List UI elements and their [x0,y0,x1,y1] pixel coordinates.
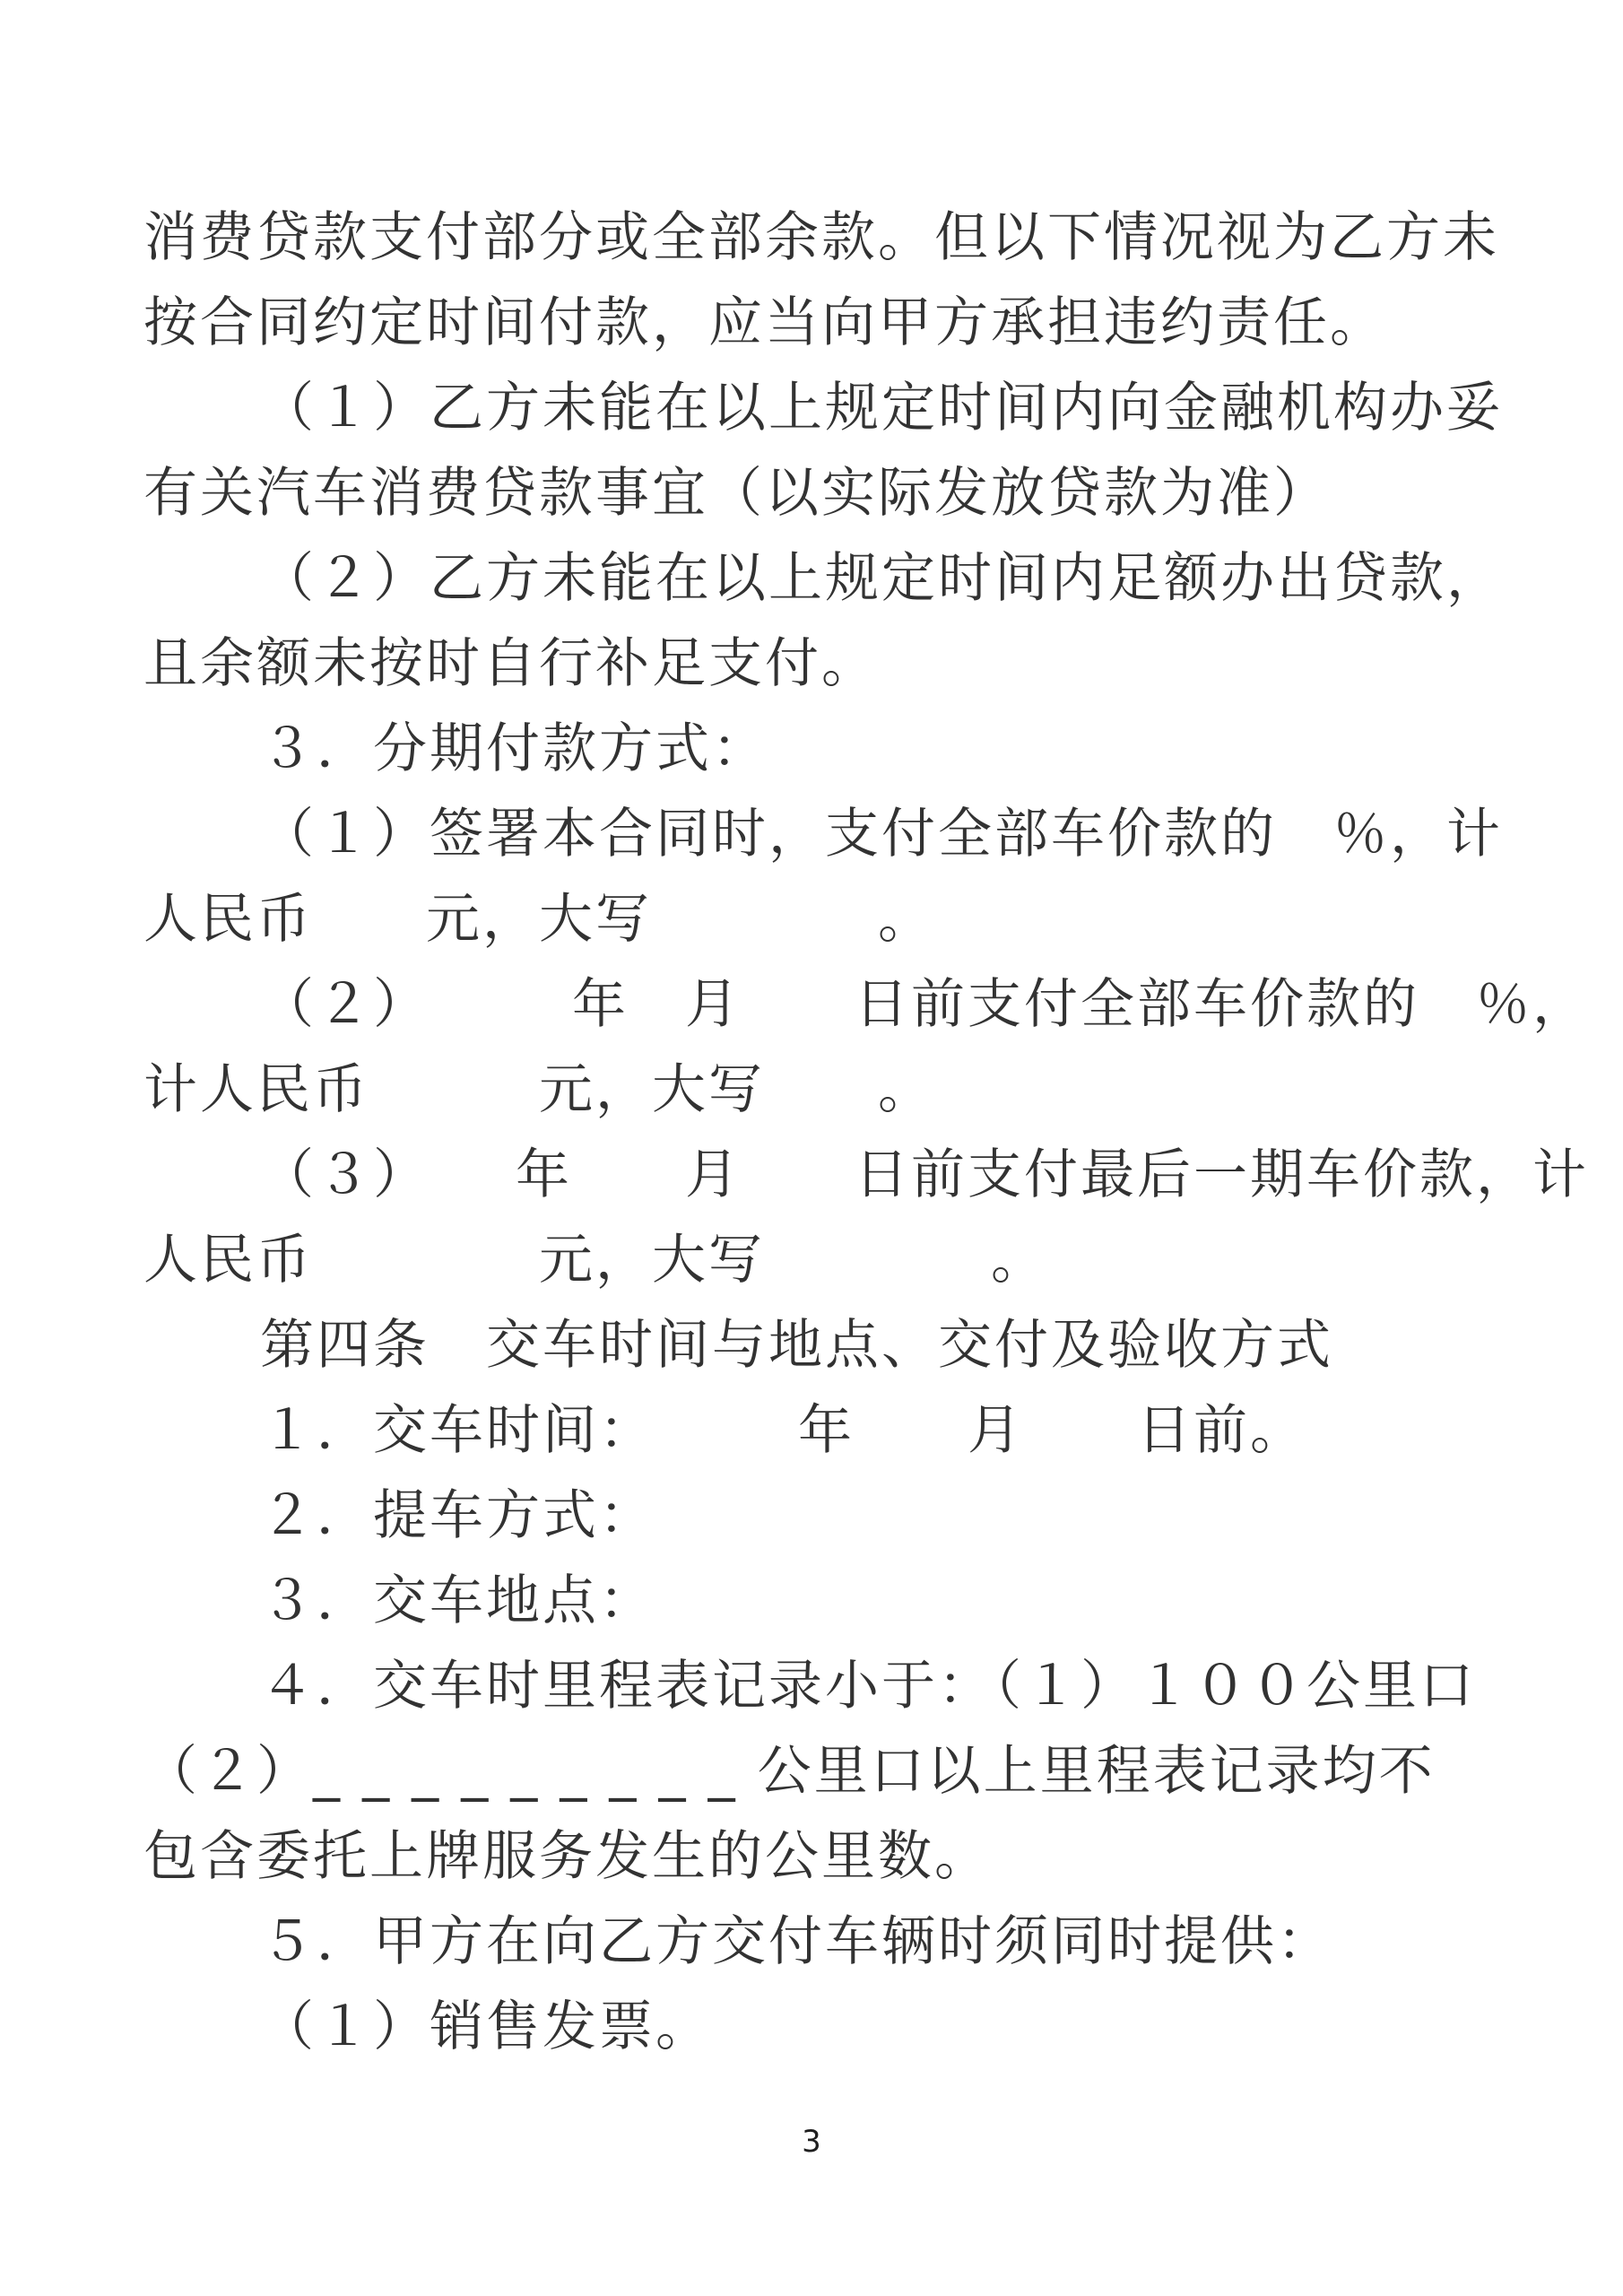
contract-line: １．交车时间： 年 月 日前。 [260,1399,1306,1462]
contract-body [143,196,1589,2070]
contract-section-heading: 第四条 交车时间与地点、交付及验收方式 [260,1314,1333,1377]
contract-line: 包含委托上牌服务发生的公里数。 [143,1825,991,1888]
contract-line: 有关汽车消费贷款事宜（以实际发放贷款为准） [143,462,1330,525]
contract-line: ４．交车时里程表记录小于：（１）１００公里口 [260,1655,1476,1718]
contract-line: （２）乙方未能在以上规定时间内足额办出贷款， [260,547,1503,610]
contract-line: （２）_ _ _ _ _ _ _ _ _ 公里口以上里程表记录均不 [143,1740,1436,1803]
page-number: 3 [802,2124,821,2160]
contract-line: ５．甲方在向乙方交付车辆时须同时提供： [260,1910,1333,1973]
contract-line: 且余额未按时自行补足支付。 [143,632,878,695]
contract-line: 按合同约定时间付款，应当向甲方承担违约责任。 [143,291,1386,354]
contract-line: 计人民币 元，大写 。 [143,1058,934,1121]
contract-line: ３．分期付款方式： [260,718,768,780]
contract-line: ３．交车地点： [260,1570,655,1632]
contract-line: 消费贷款支付部分或全部余款。但以下情况视为乙方未 [143,206,1499,269]
contract-line: （３） 年 月 日前支付最后一期车价款，计 [260,1144,1589,1206]
contract-line: （１）签署本合同时，支付全部车价款的 ％，计 [260,803,1503,865]
contract-line: （１）乙方未能在以上规定时间内向金融机构办妥 [260,377,1503,439]
contract-line: 人民币 元，大写 。 [143,1229,1047,1292]
contract-line: （１）销售发票。 [260,1996,712,2058]
contract-line: 人民币 元，大写 。 [143,888,934,951]
contract-line: ２．提车方式： [260,1484,655,1547]
contract-line: （２） 年 月 日前支付全部车价款的 ％， [260,973,1589,1036]
